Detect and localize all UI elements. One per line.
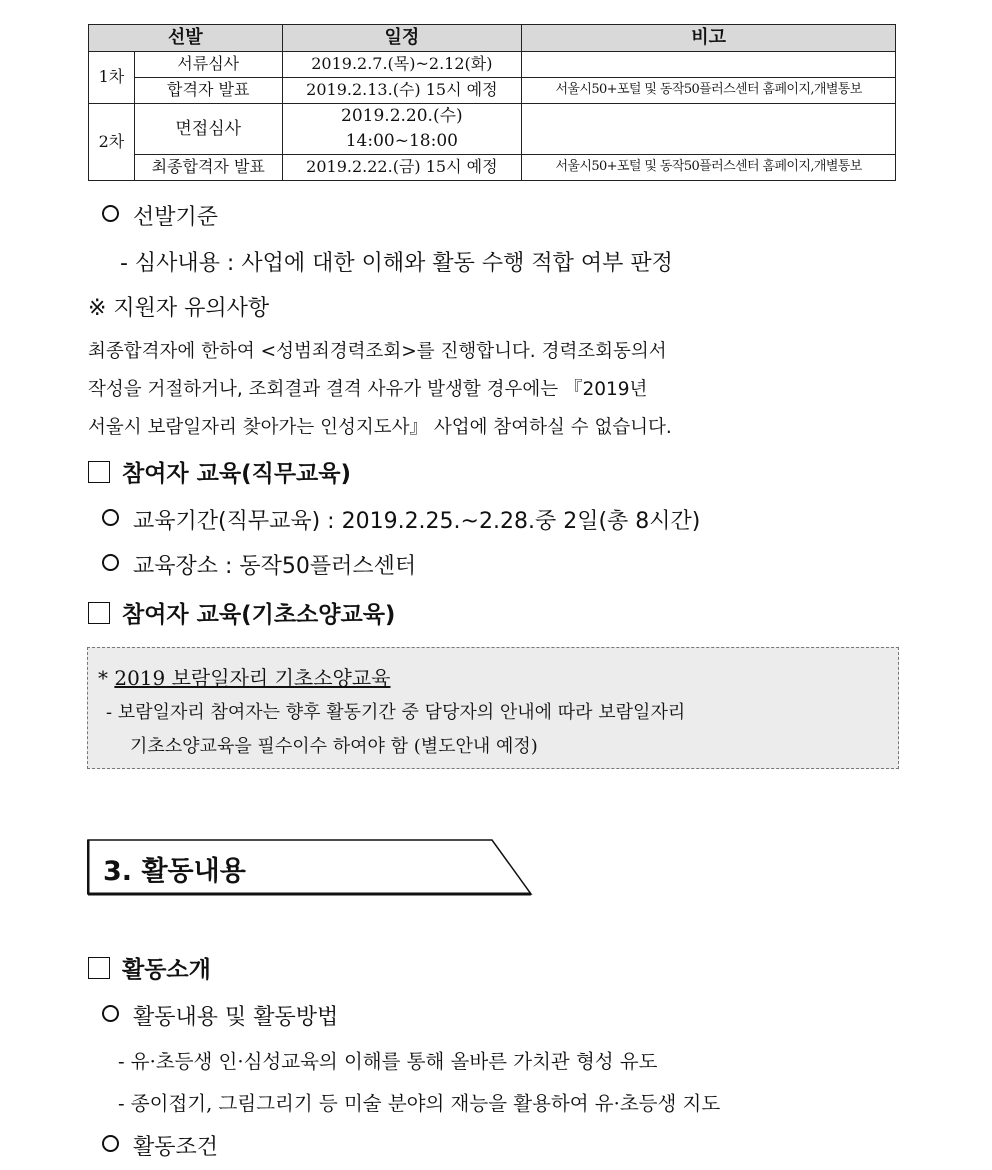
job-education-place: 교육장소 : 동작50플러스센터 [102,549,416,580]
date-cell: 2019.2.7.(목)~2.12(화) [282,52,522,78]
date-line: 2019.2.20.(수) [341,106,463,126]
note-cell: 서울시50+포털 및 동작50플러스센터 홈페이지,개별통보 [522,155,896,181]
circle-bullet-icon [102,205,119,222]
note-title-text: 2019 보람일자리 기초소양교육 [114,666,391,690]
note-title: * 2019 보람일자리 기초소양교육 [98,666,391,690]
table-row [89,78,896,104]
checkbox-square-icon [88,602,110,624]
stage-cell: 서류심사 [134,52,282,78]
note-line: 기초소양교육을 필수이수 하여야 함 (별도안내 예정) [130,736,538,757]
round-label: 2차 [89,104,135,181]
caution-heading: ※ 지원자 유의사항 [88,296,270,321]
activity-conditions-heading: 활동조건 [102,1130,218,1161]
job-education-heading: 참여자 교육(직무교육) [88,455,351,488]
table-header-row [89,25,896,52]
round-label: 1차 [89,52,135,104]
date-cell: 2019.2.22.(금) 15시 예정 [282,155,522,181]
checkbox-square-icon [88,957,110,979]
note-cell [522,52,896,78]
header-selection: 선발 [89,25,283,52]
activity-intro-heading: 활동소개 [88,951,211,984]
activity-method-item: - 유·초등생 인·심성교육의 이해를 통해 올바른 가치관 형성 유도 [118,1050,658,1073]
section-title: 3. 활동내용 [103,856,246,887]
caution-line: 작성을 거절하거나, 조회결과 결격 사유가 발생할 경우에는 『2019년 [88,379,648,400]
circle-bullet-icon [102,1135,119,1152]
header-remarks: 비고 [522,25,896,52]
circle-bullet-icon [102,1005,119,1022]
note-cell [522,104,896,155]
table-row [89,52,896,78]
time-line: 14:00~18:00 [345,131,458,151]
basic-education-note-box [87,647,899,769]
caution-line: 서울시 보람일자리 찾아가는 인성지도사』 사업에 참여하실 수 없습니다. [88,417,672,438]
date-cell [282,104,522,155]
circle-bullet-icon [102,554,119,571]
note-cell: 서울시50+포털 및 동작50플러스센터 홈페이지,개별통보 [522,78,896,104]
stage-cell: 합격자 발표 [134,78,282,104]
note-line: - 보람일자리 참여자는 향후 활동기간 중 담당자의 안내에 따라 보람일자리 [106,702,686,723]
stage-cell: 면접심사 [134,104,282,155]
section-title-tab [87,839,533,900]
activity-method-heading: 활동내용 및 활동방법 [102,1000,338,1031]
job-education-period: 교육기간(직무교육) : 2019.2.25.~2.28.중 2일(총 8시간) [102,504,700,535]
checkbox-square-icon [88,461,110,483]
header-schedule: 일정 [282,25,522,52]
basic-education-heading: 참여자 교육(기초소양교육) [88,596,395,629]
circle-bullet-icon [102,509,119,526]
criteria-item: - 심사내용 : 사업에 대한 이해와 활동 수행 적합 여부 판정 [120,251,673,276]
stage-cell: 최종합격자 발표 [134,155,282,181]
activity-method-item: - 종이접기, 그림그리기 등 미술 분야의 재능을 활용하여 유·초등생 지도 [118,1092,721,1115]
criteria-heading: 선발기준 [102,200,218,231]
schedule-table [88,24,896,181]
caution-line: 최종합격자에 한하여 <성범죄경력조회>를 진행합니다. 경력조회동의서 [88,341,667,362]
date-cell: 2019.2.13.(수) 15시 예정 [282,78,522,104]
table-row [89,155,896,181]
table-row [89,104,896,155]
